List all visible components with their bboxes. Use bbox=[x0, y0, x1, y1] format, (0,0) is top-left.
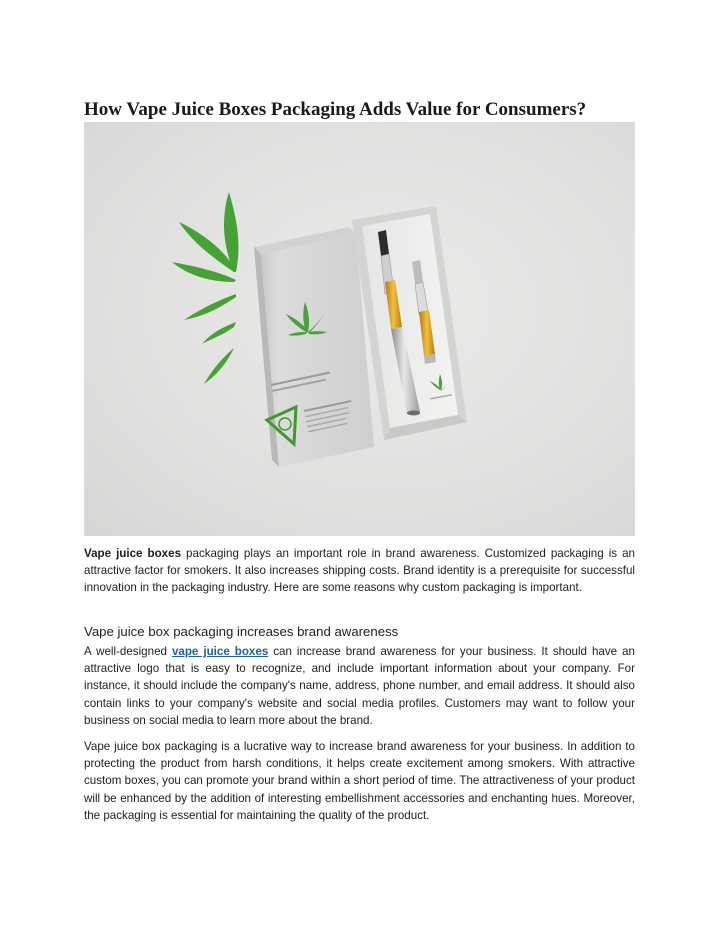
article-title: How Vape Juice Boxes Packaging Adds Value for Consumers? bbox=[84, 98, 587, 120]
paragraph-text-after: can increase brand awareness for your business. It should have an attractive logo that is easy to recognize, and include important information about your company. For instance, it should include the company's name, address, phone number, and email address. It should also contain links to your company's website and social media profiles. Customers may want to follow your business on social media to learn more about the brand. bbox=[84, 645, 636, 727]
paragraph-text-before: A well-designed bbox=[84, 645, 172, 658]
intro-text: packaging plays an important role in brand awareness. Customized packaging is an attractive factor for smokers. It also increases shipping costs. Brand identity is a prerequisite for successful innovation in the packaging industry. Here are some reasons why custom packaging is important. bbox=[84, 547, 635, 595]
brand-awareness-paragraph bbox=[84, 643, 635, 729]
intro-paragraph bbox=[84, 545, 635, 597]
vape-juice-boxes-link[interactable]: vape juice boxes bbox=[171, 645, 269, 658]
product-photo bbox=[84, 122, 635, 536]
cannabis-leaf-icon bbox=[172, 192, 238, 384]
intro-lead: Vape juice boxes bbox=[84, 547, 182, 560]
section-heading: Vape juice box packaging increases brand awareness bbox=[84, 624, 399, 639]
packaging-box bbox=[254, 227, 374, 467]
vape-box-illustration bbox=[84, 122, 635, 536]
lucrative-paragraph: Vape juice box packaging is a lucrative way to increase brand awareness for your business. In addition to protecting the product from harsh conditions, it helps create excitement among smokers. With attractive custom boxes, you can promote your brand within a short period of time. The attractiveness of your product will be enhanced by the addition of interesting embellishment accessories and enchanting hues. Moreover, the packaging is essential for maintaining the quality of the product. bbox=[84, 740, 635, 822]
